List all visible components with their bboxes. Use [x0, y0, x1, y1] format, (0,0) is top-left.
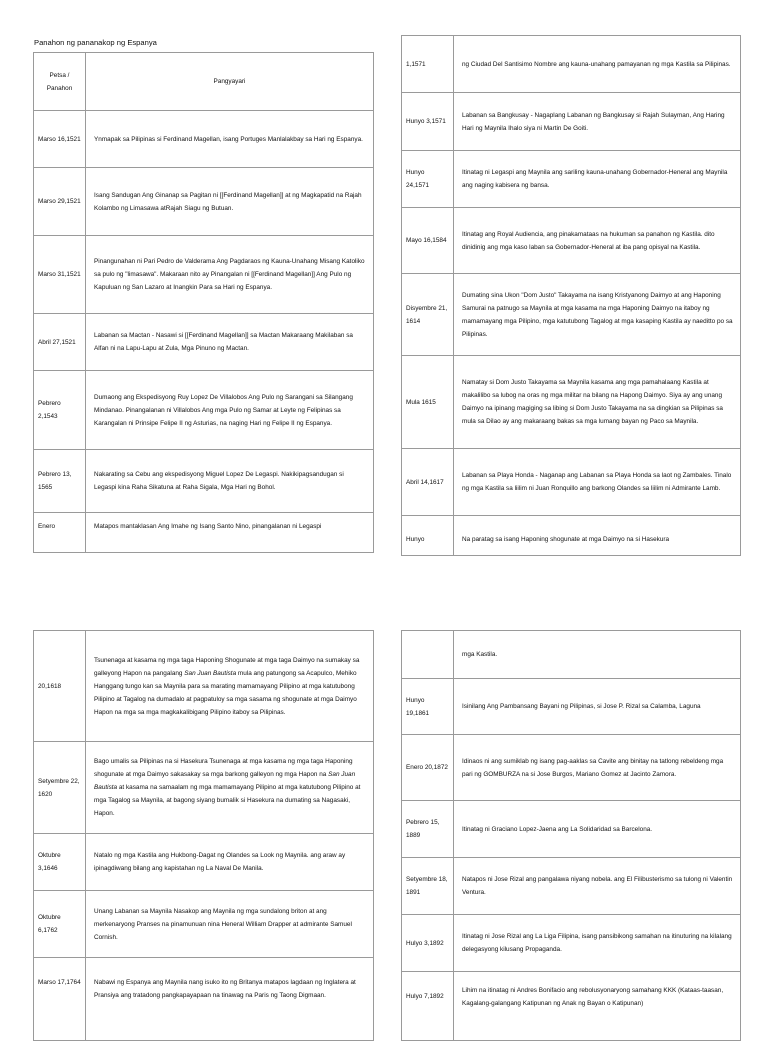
- row-date: 1,1571: [402, 36, 454, 93]
- row-date: Marso 31,1521: [34, 236, 86, 314]
- timeline-table-3: [33, 630, 374, 1041]
- table-row: [34, 958, 374, 1041]
- row-event: Lihim na itinatag ni Andres Bonifacio ang rebolusyonaryong samahang KKK (Kataas-taasan, Kagalang-galangang Katipunan ng Anak ng Bayan o Katipunan): [454, 972, 741, 1041]
- row-date: Abril 14,1617: [402, 449, 454, 516]
- row-date: Pebrero 2,1543: [34, 371, 86, 450]
- table-row: [34, 742, 374, 834]
- row-event: Itinatag ni Jose Rizal ang La Liga Filipina, isang pansibikong samahan na itinuturing na kilalang delegasyong kilusang Propaganda.: [454, 915, 741, 972]
- column-header-date: Petsa / Panahon: [34, 53, 86, 111]
- row-date: Hunyo 19,1861: [402, 679, 454, 735]
- table-row: [402, 151, 741, 208]
- timeline-table-4: [401, 630, 741, 1041]
- timeline-table-1: [33, 52, 374, 553]
- table-row: [34, 236, 374, 314]
- column-header-event: Pangyayari: [86, 53, 374, 111]
- row-event: Isinilang Ang Pambansang Bayani ng Pilipinas, si Jose P. Rizal sa Calamba, Laguna: [454, 679, 741, 735]
- table-row: [402, 93, 741, 151]
- row-event: Namatay si Dom Justo Takayama sa Maynila kasama ang mga pamahalaang Kastila at makalilibo sa lubog na oras ng mga militar na bilang na Hapong Daimyo. Siya ay ang unang Daimyo na ipinang magiging sa libing si Dom Justo Takayama na sa dingkian sa Pilipinas sa mula sa Dilao ay ang makaraang bakas sa mga lumang bayan ng Paco sa Maynila.: [454, 356, 741, 449]
- table-row: [402, 274, 741, 356]
- row-event: Nakarating sa Cebu ang ekspedisyong Miguel Lopez De Legaspi. Nakikipagsandugan si Legaspi kina Raha Sikatuna at Raha Sigala, Mga Hari ng Bohol.: [86, 450, 374, 513]
- table-row: [34, 513, 374, 553]
- row-event: Pinangunahan ni Pari Pedro de Valderama Ang Pagdaraos ng Kauna-Unahang Misang Katoliko sa pulo ng "limasawa". Makaraan nito ay Pinangalan ni [[Ferdinand Magellan]] Ang Pulo ng Kapuluan ng San Lazaro at Inangkin Para sa Hari ng Espanya.: [86, 236, 374, 314]
- row-event: ng Ciudad Del Santisimo Nombre ang kauna-unahang pamayanan ng mga Kastila sa Pilipinas.: [454, 36, 741, 93]
- table-row: [402, 36, 741, 93]
- table-row: [402, 356, 741, 449]
- ship-name: San Juan Bautista: [94, 771, 356, 791]
- row-date: Pebrero 15, 1889: [402, 801, 454, 858]
- table-row: [402, 801, 741, 858]
- ship-name: San Juan Bautista: [184, 669, 237, 677]
- table-row: [402, 516, 741, 556]
- table-row: [402, 972, 741, 1041]
- row-event-text: Tsunenaga at kasama ng mga taga Haponing Shogunate at mga taga Daimyo na sumakay sa galleyong Hapon na pangalang San Juan Bautista mula ang patungong sa Acapulco, Mehiko Hanggang tungo kan sa Maynila para sa marating mamamayang Pilipino at mga katutubong Pilipino at Tagalog na dumadalo at pagpatuloy sa mga sasama ng shogunate at mga Daimyo Hapon na mga sa mga magkakalibigang Pilipino itaboy sa Pilipinas.: [94, 656, 360, 716]
- row-date: Hulyo 7,1892: [402, 972, 454, 1041]
- row-event: Natalo ng mga Kastila ang Hukbong-Dagat ng Olandes sa Look ng Maynila. ang araw ay ipinagdiwang bilang ang kapistahan ng La Naval De Manila.: [86, 834, 374, 891]
- row-event: Matapos mantaklasan Ang Imahe ng Isang Santo Nino, pinangalanan ni Legaspi: [86, 513, 374, 553]
- row-date: Marso 17,1764: [34, 958, 86, 1041]
- row-date: Pebrero 13, 1565: [34, 450, 86, 513]
- table-row: [34, 168, 374, 236]
- row-event: mga Kastila.: [454, 631, 741, 679]
- row-date: Mayo 16,1584: [402, 208, 454, 274]
- table-caption: Panahon ng pananakop ng Espanya: [34, 38, 157, 47]
- row-event: Labanan sa Playa Honda - Naganap ang Labanan sa Playa Honda sa laot ng Zambales. Tinalo ng mga Kastila sa liilim ni Juan Ronquillo ang barkong Olandes sa liilim ni Admirante Lamb.: [454, 449, 741, 516]
- row-event: Isang Sandugan Ang Ginanap sa Pagitan ni [[Ferdinand Magellan]] at ng Magkapatid na Rajah Kolambo ng Limasawa atRajah Siagu ng Butuan.: [86, 168, 374, 236]
- row-date: Marso 29,1521: [34, 168, 86, 236]
- row-date: Oktubre 3,1646: [34, 834, 86, 891]
- table-header-row: [34, 53, 374, 111]
- table-row: [402, 858, 741, 915]
- row-date: Hunyo 3,1571: [402, 93, 454, 151]
- row-date: Hunyo 24,1571: [402, 151, 454, 208]
- row-event: Itinatag ni Graciano Lopez-Jaena ang La Solidaridad sa Barcelona.: [454, 801, 741, 858]
- table-row: [34, 891, 374, 958]
- table-row: [402, 449, 741, 516]
- row-event: [86, 742, 374, 834]
- table-row: [34, 631, 374, 742]
- row-date: Enero: [34, 513, 86, 553]
- row-date: Abril 27,1521: [34, 314, 86, 371]
- table-row: [402, 915, 741, 972]
- table-row: [402, 679, 741, 735]
- row-date: Mula 1615: [402, 356, 454, 449]
- row-date: Setyembre 18, 1891: [402, 858, 454, 915]
- row-event: Natapos ni Jose Rizal ang pangalawa niyang nobela. ang El Filibusterismo sa tulong ni Valentin Ventura.: [454, 858, 741, 915]
- row-date: Setyembre 22, 1620: [34, 742, 86, 834]
- row-date: Disyembre 21, 1614: [402, 274, 454, 356]
- row-event: Labanan sa Mactan - Nasawi si [[Ferdinand Magellan]] sa Mactan Makaraang Makilaban sa Alfan ni na Lapu-Lapu at Zula, Mga Pinuno ng Mactan.: [86, 314, 374, 371]
- table-row: [34, 314, 374, 371]
- row-event: Idinaos ni ang sumiklab ng isang pag-aaklas sa Cavite ang binitay na tatlong rebeldeng mga pari ng GOMBURZA na si Jose Burgos, Mariano Gomez at Jacinto Zamora.: [454, 735, 741, 801]
- row-event: Dumating sina Ukon "Dom Justo" Takayama na isang Kristyanong Daimyo at ang Haponing Samurai na patnugo sa Maynila at mga kasama na mga Haponing Daimyo na itaboy ng mamamayang mga Pilipino, mga katutubong Tagalog at mga kasaping Kastila ay naeditto po sa Pilipinas.: [454, 274, 741, 356]
- table-row: [34, 371, 374, 450]
- row-date: Oktubre 6,1762: [34, 891, 86, 958]
- row-date: 20,1618: [34, 631, 86, 742]
- row-date: [402, 631, 454, 679]
- table-row: [34, 834, 374, 891]
- row-event: Unang Labanan sa Maynila Nasakop ang Maynila ng mga sundalong briton at ang merkenaryong Pranses na pinamunuan nina Heneral William Drapper at admirante Samuel Cornish.: [86, 891, 374, 958]
- row-event: Itinatag ang Royal Audiencia, ang pinakamataas na hukuman sa panahon ng Kastila. dito dinidinig ang mga kaso laban sa Gobernador-Heneral at iba pang opisyal na Kastila.: [454, 208, 741, 274]
- row-event: Ynmapak sa Pilipinas si Ferdinand Magellan, isang Portuges Manlalakbay sa Hari ng Espanya.: [86, 111, 374, 168]
- table-row: [402, 631, 741, 679]
- row-date: Marso 16,1521: [34, 111, 86, 168]
- table-row: [402, 208, 741, 274]
- timeline-table-2: [401, 35, 741, 556]
- row-event: Itinatag ni Legaspi ang Maynila ang sariling kauna-unahang Gobernador-Heneral ang Maynila ang naging kabisera ng bansa.: [454, 151, 741, 208]
- row-date: Hulyo 3,1892: [402, 915, 454, 972]
- row-event: Nabawi ng Espanya ang Maynila nang isuko ito ng Britanya matapos lagdaan ng Inglatera at Pransiya ang tratadong pangkapayapaan na tinawag na Paris ng Taong Digmaan.: [86, 958, 374, 1041]
- table-row: [34, 111, 374, 168]
- row-event: [86, 631, 374, 742]
- row-date: Enero 20,1872: [402, 735, 454, 801]
- row-event: Labanan sa Bangkusay - Nagaplang Labanan ng Bangkusay si Rajah Sulayman, Ang Haring Hari ng Maynila Ihalo siya ni Martin De Goiti.: [454, 93, 741, 151]
- table-row: [34, 450, 374, 513]
- row-event: Na paratag sa isang Haponing shogunate at mga Daimyo na si Hasekura: [454, 516, 741, 556]
- table-row: [402, 735, 741, 801]
- row-event-text: Bago umalis sa Pilipinas na si Hasekura Tsunenaga at mga kasama ng mga taga Haponing shogunate at mga Daimyo sakasakay sa mga barkong galleyon ng mga Hapon na San Juan Bautista at kasama na samaalam ng mga mamamayang Pilipino at mga katutubong Pilipino at mga Tagalog sa Maynila, at bagong siyang bumalik si Hasekura na dumating sa Nagasaki, Hapon.: [94, 758, 361, 817]
- row-event: Dumaong ang Ekspedisyong Ruy Lopez De Villalobos Ang Pulo ng Sarangani sa Silangang Mindanao. Pinangalanan ni Villalobos Ang mga Pulo ng Samar at Leyte ng Felipinas sa Karangalan ni Prinsipe Felipe II ng Asturias, na naging Hari ng Felipe II ng Espanya.: [86, 371, 374, 450]
- row-date: Hunyo: [402, 516, 454, 556]
